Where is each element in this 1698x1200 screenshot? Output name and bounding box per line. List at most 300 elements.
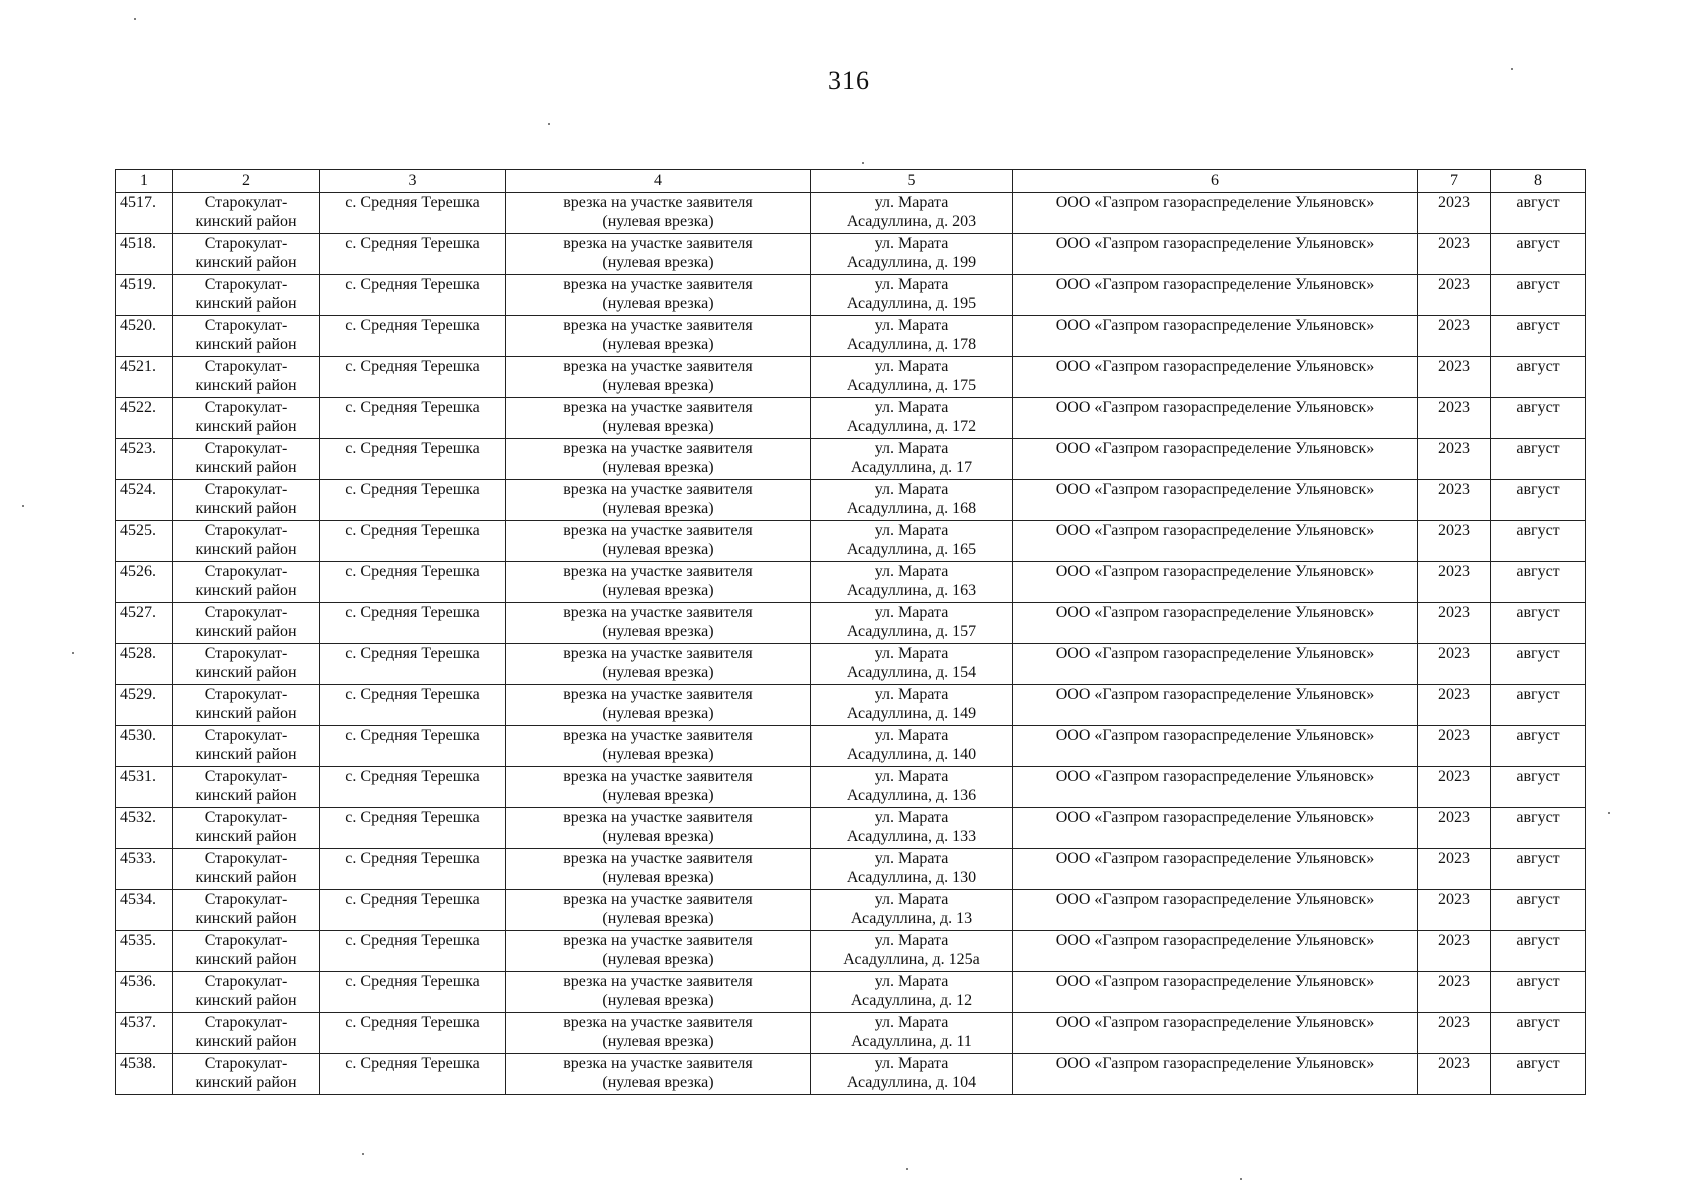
district-line-2: кинский район <box>195 582 297 599</box>
district-line-1: Старокулат- <box>204 932 288 949</box>
month-cell: август <box>1491 603 1586 644</box>
year-cell: 2023 <box>1418 398 1491 439</box>
work-line-1: врезка на участке заявителя <box>563 850 753 867</box>
address-line-2: Асадуллина, д. 104 <box>846 1074 977 1091</box>
address-line-1: ул. Марата <box>874 1055 949 1072</box>
organization-cell: ООО «Газпром газораспределение Ульяновск» <box>1013 890 1418 931</box>
organization-cell: ООО «Газпром газораспределение Ульяновск» <box>1013 767 1418 808</box>
work-cell <box>506 603 811 644</box>
scan-speck <box>22 505 24 507</box>
header-col-4: 4 <box>506 170 811 193</box>
work-line-1: врезка на участке заявителя <box>563 194 753 211</box>
district-line-2: кинский район <box>195 951 297 968</box>
address-line-1: ул. Марата <box>874 686 949 703</box>
row-number: 4537. <box>116 1013 173 1054</box>
table-row <box>116 603 1586 644</box>
work-line-2: (нулевая врезка) <box>602 1074 714 1091</box>
district-line-2: кинский район <box>195 418 297 435</box>
year-cell: 2023 <box>1418 193 1491 234</box>
year-cell: 2023 <box>1418 316 1491 357</box>
address-line-2: Асадуллина, д. 157 <box>846 623 977 640</box>
year-cell: 2023 <box>1418 234 1491 275</box>
scan-speck <box>862 162 864 164</box>
table-row <box>116 972 1586 1013</box>
district-line-2: кинский район <box>195 992 297 1009</box>
header-col-2: 2 <box>173 170 320 193</box>
row-number: 4521. <box>116 357 173 398</box>
district-cell <box>173 193 320 234</box>
table-row <box>116 1013 1586 1054</box>
organization-cell: ООО «Газпром газораспределение Ульяновск» <box>1013 685 1418 726</box>
district-cell <box>173 1013 320 1054</box>
locality-cell: с. Средняя Терешка <box>320 398 506 439</box>
district-line-1: Старокулат- <box>204 768 288 785</box>
year-cell: 2023 <box>1418 685 1491 726</box>
work-line-1: врезка на участке заявителя <box>563 1014 753 1031</box>
organization-cell: ООО «Газпром газораспределение Ульяновск» <box>1013 644 1418 685</box>
work-cell <box>506 439 811 480</box>
header-col-8: 8 <box>1491 170 1586 193</box>
address-line-1: ул. Марата <box>874 973 949 990</box>
district-line-2: кинский район <box>195 623 297 640</box>
district-line-1: Старокулат- <box>204 522 288 539</box>
address-cell <box>811 808 1013 849</box>
month-cell: август <box>1491 275 1586 316</box>
work-line-2: (нулевая врезка) <box>602 418 714 435</box>
address-line-2: Асадуллина, д. 17 <box>850 459 973 476</box>
work-cell <box>506 931 811 972</box>
district-cell <box>173 767 320 808</box>
work-line-2: (нулевая врезка) <box>602 623 714 640</box>
work-line-1: врезка на участке заявителя <box>563 399 753 416</box>
organization-cell: ООО «Газпром газораспределение Ульяновск» <box>1013 316 1418 357</box>
year-cell: 2023 <box>1418 562 1491 603</box>
organization-cell: ООО «Газпром газораспределение Ульяновск» <box>1013 562 1418 603</box>
work-line-1: врезка на участке заявителя <box>563 973 753 990</box>
header-col-5: 5 <box>811 170 1013 193</box>
scan-speck <box>1608 812 1610 814</box>
work-line-1: врезка на участке заявителя <box>563 604 753 621</box>
locality-cell: с. Средняя Терешка <box>320 767 506 808</box>
address-line-2: Асадуллина, д. 172 <box>846 418 977 435</box>
district-line-2: кинский район <box>195 1074 297 1091</box>
work-line-1: врезка на участке заявителя <box>563 809 753 826</box>
district-cell <box>173 562 320 603</box>
district-line-1: Старокулат- <box>204 973 288 990</box>
work-line-1: врезка на участке заявителя <box>563 1055 753 1072</box>
district-line-2: кинский район <box>195 377 297 394</box>
district-cell <box>173 849 320 890</box>
scan-speck <box>1240 1178 1242 1180</box>
address-cell <box>811 193 1013 234</box>
address-cell <box>811 480 1013 521</box>
address-cell <box>811 1013 1013 1054</box>
district-line-1: Старокулат- <box>204 194 288 211</box>
table-row <box>116 767 1586 808</box>
table-row <box>116 234 1586 275</box>
district-cell <box>173 685 320 726</box>
year-cell: 2023 <box>1418 726 1491 767</box>
address-line-2: Асадуллина, д. 133 <box>846 828 977 845</box>
address-line-1: ул. Марата <box>874 604 949 621</box>
month-cell: август <box>1491 644 1586 685</box>
district-cell <box>173 480 320 521</box>
work-cell <box>506 726 811 767</box>
district-line-1: Старокулат- <box>204 850 288 867</box>
district-cell <box>173 1054 320 1095</box>
locality-cell: с. Средняя Терешка <box>320 603 506 644</box>
year-cell: 2023 <box>1418 480 1491 521</box>
district-line-2: кинский район <box>195 828 297 845</box>
address-line-2: Асадуллина, д. 136 <box>846 787 977 804</box>
row-number: 4538. <box>116 1054 173 1095</box>
work-cell <box>506 521 811 562</box>
address-line-2: Асадуллина, д. 168 <box>846 500 977 517</box>
locality-cell: с. Средняя Терешка <box>320 931 506 972</box>
organization-cell: ООО «Газпром газораспределение Ульяновск» <box>1013 931 1418 972</box>
district-line-1: Старокулат- <box>204 604 288 621</box>
work-cell <box>506 316 811 357</box>
year-cell: 2023 <box>1418 1013 1491 1054</box>
address-line-2: Асадуллина, д. 13 <box>850 910 973 927</box>
table-row <box>116 439 1586 480</box>
row-number: 4517. <box>116 193 173 234</box>
organization-cell: ООО «Газпром газораспределение Ульяновск» <box>1013 726 1418 767</box>
district-cell <box>173 439 320 480</box>
work-line-2: (нулевая врезка) <box>602 787 714 804</box>
locality-cell: с. Средняя Терешка <box>320 193 506 234</box>
row-number: 4520. <box>116 316 173 357</box>
header-col-6: 6 <box>1013 170 1418 193</box>
address-line-2: Асадуллина, д. 175 <box>846 377 977 394</box>
organization-cell: ООО «Газпром газораспределение Ульяновск» <box>1013 193 1418 234</box>
table-row <box>116 685 1586 726</box>
address-line-1: ул. Марата <box>874 440 949 457</box>
row-number: 4519. <box>116 275 173 316</box>
work-line-1: врезка на участке заявителя <box>563 481 753 498</box>
year-cell: 2023 <box>1418 1054 1491 1095</box>
address-line-2: Асадуллина, д. 178 <box>846 336 977 353</box>
work-cell <box>506 275 811 316</box>
locality-cell: с. Средняя Терешка <box>320 275 506 316</box>
year-cell: 2023 <box>1418 849 1491 890</box>
district-line-1: Старокулат- <box>204 1055 288 1072</box>
row-number: 4535. <box>116 931 173 972</box>
work-cell <box>506 685 811 726</box>
row-number: 4529. <box>116 685 173 726</box>
district-line-2: кинский район <box>195 295 297 312</box>
month-cell: август <box>1491 562 1586 603</box>
row-number: 4531. <box>116 767 173 808</box>
work-line-2: (нулевая врезка) <box>602 705 714 722</box>
table-row <box>116 398 1586 439</box>
row-number: 4524. <box>116 480 173 521</box>
year-cell: 2023 <box>1418 890 1491 931</box>
district-cell <box>173 275 320 316</box>
district-line-2: кинский район <box>195 254 297 271</box>
address-line-1: ул. Марата <box>874 768 949 785</box>
district-line-1: Старокулат- <box>204 686 288 703</box>
work-line-2: (нулевая врезка) <box>602 336 714 353</box>
district-line-2: кинский район <box>195 336 297 353</box>
address-line-2: Асадуллина, д. 130 <box>846 869 977 886</box>
row-number: 4533. <box>116 849 173 890</box>
work-line-1: врезка на участке заявителя <box>563 891 753 908</box>
month-cell: август <box>1491 521 1586 562</box>
address-line-1: ул. Марата <box>874 317 949 334</box>
address-line-1: ул. Марата <box>874 932 949 949</box>
work-line-1: врезка на участке заявителя <box>563 686 753 703</box>
district-cell <box>173 931 320 972</box>
work-line-2: (нулевая врезка) <box>602 541 714 558</box>
row-number: 4522. <box>116 398 173 439</box>
organization-cell: ООО «Газпром газораспределение Ульяновск» <box>1013 439 1418 480</box>
locality-cell: с. Средняя Терешка <box>320 357 506 398</box>
work-line-2: (нулевая врезка) <box>602 869 714 886</box>
locality-cell: с. Средняя Терешка <box>320 685 506 726</box>
year-cell: 2023 <box>1418 931 1491 972</box>
district-line-1: Старокулат- <box>204 727 288 744</box>
work-line-1: врезка на участке заявителя <box>563 522 753 539</box>
address-line-1: ул. Марата <box>874 399 949 416</box>
work-line-2: (нулевая врезка) <box>602 1033 714 1050</box>
work-line-2: (нулевая врезка) <box>602 746 714 763</box>
locality-cell: с. Средняя Терешка <box>320 521 506 562</box>
scan-speck <box>1511 68 1513 70</box>
locality-cell: с. Средняя Терешка <box>320 562 506 603</box>
work-line-1: врезка на участке заявителя <box>563 317 753 334</box>
work-line-2: (нулевая врезка) <box>602 664 714 681</box>
year-cell: 2023 <box>1418 767 1491 808</box>
month-cell: август <box>1491 234 1586 275</box>
district-line-1: Старокулат- <box>204 1014 288 1031</box>
work-line-1: врезка на участке заявителя <box>563 563 753 580</box>
row-number: 4536. <box>116 972 173 1013</box>
district-line-2: кинский район <box>195 787 297 804</box>
district-cell <box>173 808 320 849</box>
header-col-3: 3 <box>320 170 506 193</box>
work-cell <box>506 193 811 234</box>
address-line-1: ул. Марата <box>874 522 949 539</box>
row-number: 4526. <box>116 562 173 603</box>
work-line-1: врезка на участке заявителя <box>563 727 753 744</box>
scan-speck <box>906 1168 908 1170</box>
work-cell <box>506 398 811 439</box>
address-cell <box>811 644 1013 685</box>
district-cell <box>173 521 320 562</box>
district-cell <box>173 726 320 767</box>
address-cell <box>811 931 1013 972</box>
year-cell: 2023 <box>1418 603 1491 644</box>
address-cell <box>811 398 1013 439</box>
header-row <box>116 170 1586 193</box>
month-cell: август <box>1491 931 1586 972</box>
work-line-1: врезка на участке заявителя <box>563 358 753 375</box>
district-line-1: Старокулат- <box>204 399 288 416</box>
district-line-2: кинский район <box>195 1033 297 1050</box>
district-cell <box>173 972 320 1013</box>
work-cell <box>506 972 811 1013</box>
organization-cell: ООО «Газпром газораспределение Ульяновск» <box>1013 849 1418 890</box>
month-cell: август <box>1491 480 1586 521</box>
address-cell <box>811 603 1013 644</box>
year-cell: 2023 <box>1418 808 1491 849</box>
address-line-2: Асадуллина, д. 199 <box>846 254 977 271</box>
row-number: 4530. <box>116 726 173 767</box>
district-line-2: кинский район <box>195 869 297 886</box>
table-row <box>116 316 1586 357</box>
district-line-1: Старокулат- <box>204 563 288 580</box>
locality-cell: с. Средняя Терешка <box>320 316 506 357</box>
organization-cell: ООО «Газпром газораспределение Ульяновск» <box>1013 480 1418 521</box>
work-line-2: (нулевая врезка) <box>602 910 714 927</box>
month-cell: август <box>1491 726 1586 767</box>
year-cell: 2023 <box>1418 439 1491 480</box>
scan-speck <box>362 1153 364 1155</box>
address-line-1: ул. Марата <box>874 891 949 908</box>
address-line-2: Асадуллина, д. 140 <box>846 746 977 763</box>
year-cell: 2023 <box>1418 972 1491 1013</box>
locality-cell: с. Средняя Терешка <box>320 1054 506 1095</box>
page-number: 316 <box>828 66 870 95</box>
address-line-2: Асадуллина, д. 163 <box>846 582 977 599</box>
work-cell <box>506 480 811 521</box>
organization-cell: ООО «Газпром газораспределение Ульяновск» <box>1013 1013 1418 1054</box>
organization-cell: ООО «Газпром газораспределение Ульяновск» <box>1013 1054 1418 1095</box>
scan-speck <box>548 123 550 125</box>
table-row <box>116 849 1586 890</box>
year-cell: 2023 <box>1418 357 1491 398</box>
month-cell: август <box>1491 685 1586 726</box>
address-line-2: Асадуллина, д. 11 <box>851 1033 972 1050</box>
address-cell <box>811 972 1013 1013</box>
district-cell <box>173 644 320 685</box>
address-line-2: Асадуллина, д. 12 <box>850 992 973 1009</box>
work-cell <box>506 357 811 398</box>
row-number: 4532. <box>116 808 173 849</box>
month-cell: август <box>1491 849 1586 890</box>
month-cell: август <box>1491 357 1586 398</box>
row-number: 4527. <box>116 603 173 644</box>
header-col-1: 1 <box>116 170 173 193</box>
district-line-2: кинский район <box>195 910 297 927</box>
locality-cell: с. Средняя Терешка <box>320 808 506 849</box>
year-cell: 2023 <box>1418 521 1491 562</box>
address-line-2: Асадуллина, д. 149 <box>846 705 977 722</box>
address-cell <box>811 849 1013 890</box>
address-cell <box>811 275 1013 316</box>
work-cell <box>506 644 811 685</box>
address-line-1: ул. Марата <box>874 645 949 662</box>
address-line-1: ул. Марата <box>874 481 949 498</box>
organization-cell: ООО «Газпром газораспределение Ульяновск» <box>1013 972 1418 1013</box>
header-col-7: 7 <box>1418 170 1491 193</box>
district-line-1: Старокулат- <box>204 276 288 293</box>
month-cell: август <box>1491 972 1586 1013</box>
work-cell <box>506 1054 811 1095</box>
district-line-2: кинский район <box>195 213 297 230</box>
work-cell <box>506 808 811 849</box>
address-line-1: ул. Марата <box>874 850 949 867</box>
work-line-2: (нулевая врезка) <box>602 828 714 845</box>
address-cell <box>811 767 1013 808</box>
address-line-1: ул. Марата <box>874 727 949 744</box>
district-line-1: Старокулат- <box>204 481 288 498</box>
address-cell <box>811 562 1013 603</box>
locality-cell: с. Средняя Терешка <box>320 972 506 1013</box>
organization-cell: ООО «Газпром газораспределение Ульяновск» <box>1013 357 1418 398</box>
district-line-2: кинский район <box>195 459 297 476</box>
district-line-1: Старокулат- <box>204 809 288 826</box>
work-cell <box>506 890 811 931</box>
organization-cell: ООО «Газпром газораспределение Ульяновск» <box>1013 275 1418 316</box>
registry-table <box>115 169 1586 1095</box>
table-row <box>116 726 1586 767</box>
month-cell: август <box>1491 890 1586 931</box>
row-number: 4523. <box>116 439 173 480</box>
work-line-1: врезка на участке заявителя <box>563 645 753 662</box>
month-cell: август <box>1491 808 1586 849</box>
work-line-2: (нулевая врезка) <box>602 459 714 476</box>
address-cell <box>811 1054 1013 1095</box>
work-line-2: (нулевая врезка) <box>602 582 714 599</box>
work-line-2: (нулевая врезка) <box>602 295 714 312</box>
month-cell: август <box>1491 1054 1586 1095</box>
work-cell <box>506 562 811 603</box>
district-line-1: Старокулат- <box>204 645 288 662</box>
address-line-2: Асадуллина, д. 154 <box>846 664 977 681</box>
table-row <box>116 193 1586 234</box>
address-cell <box>811 685 1013 726</box>
table-row <box>116 480 1586 521</box>
row-number: 4518. <box>116 234 173 275</box>
district-cell <box>173 398 320 439</box>
locality-cell: с. Средняя Терешка <box>320 726 506 767</box>
address-line-1: ул. Марата <box>874 194 949 211</box>
month-cell: август <box>1491 767 1586 808</box>
locality-cell: с. Средняя Терешка <box>320 480 506 521</box>
work-line-2: (нулевая врезка) <box>602 992 714 1009</box>
table-row <box>116 275 1586 316</box>
locality-cell: с. Средняя Терешка <box>320 439 506 480</box>
table-row <box>116 931 1586 972</box>
row-number: 4528. <box>116 644 173 685</box>
district-line-2: кинский район <box>195 705 297 722</box>
work-cell <box>506 767 811 808</box>
table-row <box>116 357 1586 398</box>
district-line-2: кинский район <box>195 746 297 763</box>
district-line-1: Старокулат- <box>204 891 288 908</box>
scan-speck <box>134 18 136 20</box>
work-line-1: врезка на участке заявителя <box>563 932 753 949</box>
row-number: 4525. <box>116 521 173 562</box>
locality-cell: с. Средняя Терешка <box>320 644 506 685</box>
address-line-1: ул. Марата <box>874 235 949 252</box>
table-row <box>116 808 1586 849</box>
locality-cell: с. Средняя Терешка <box>320 849 506 890</box>
district-line-1: Старокулат- <box>204 317 288 334</box>
month-cell: август <box>1491 439 1586 480</box>
locality-cell: с. Средняя Терешка <box>320 234 506 275</box>
address-line-2: Асадуллина, д. 165 <box>846 541 977 558</box>
address-line-1: ул. Марата <box>874 358 949 375</box>
district-line-2: кинский район <box>195 664 297 681</box>
work-line-1: врезка на участке заявителя <box>563 440 753 457</box>
month-cell: август <box>1491 398 1586 439</box>
table-row <box>116 562 1586 603</box>
locality-cell: с. Средняя Терешка <box>320 890 506 931</box>
address-line-2: Асадуллина, д. 195 <box>846 295 977 312</box>
